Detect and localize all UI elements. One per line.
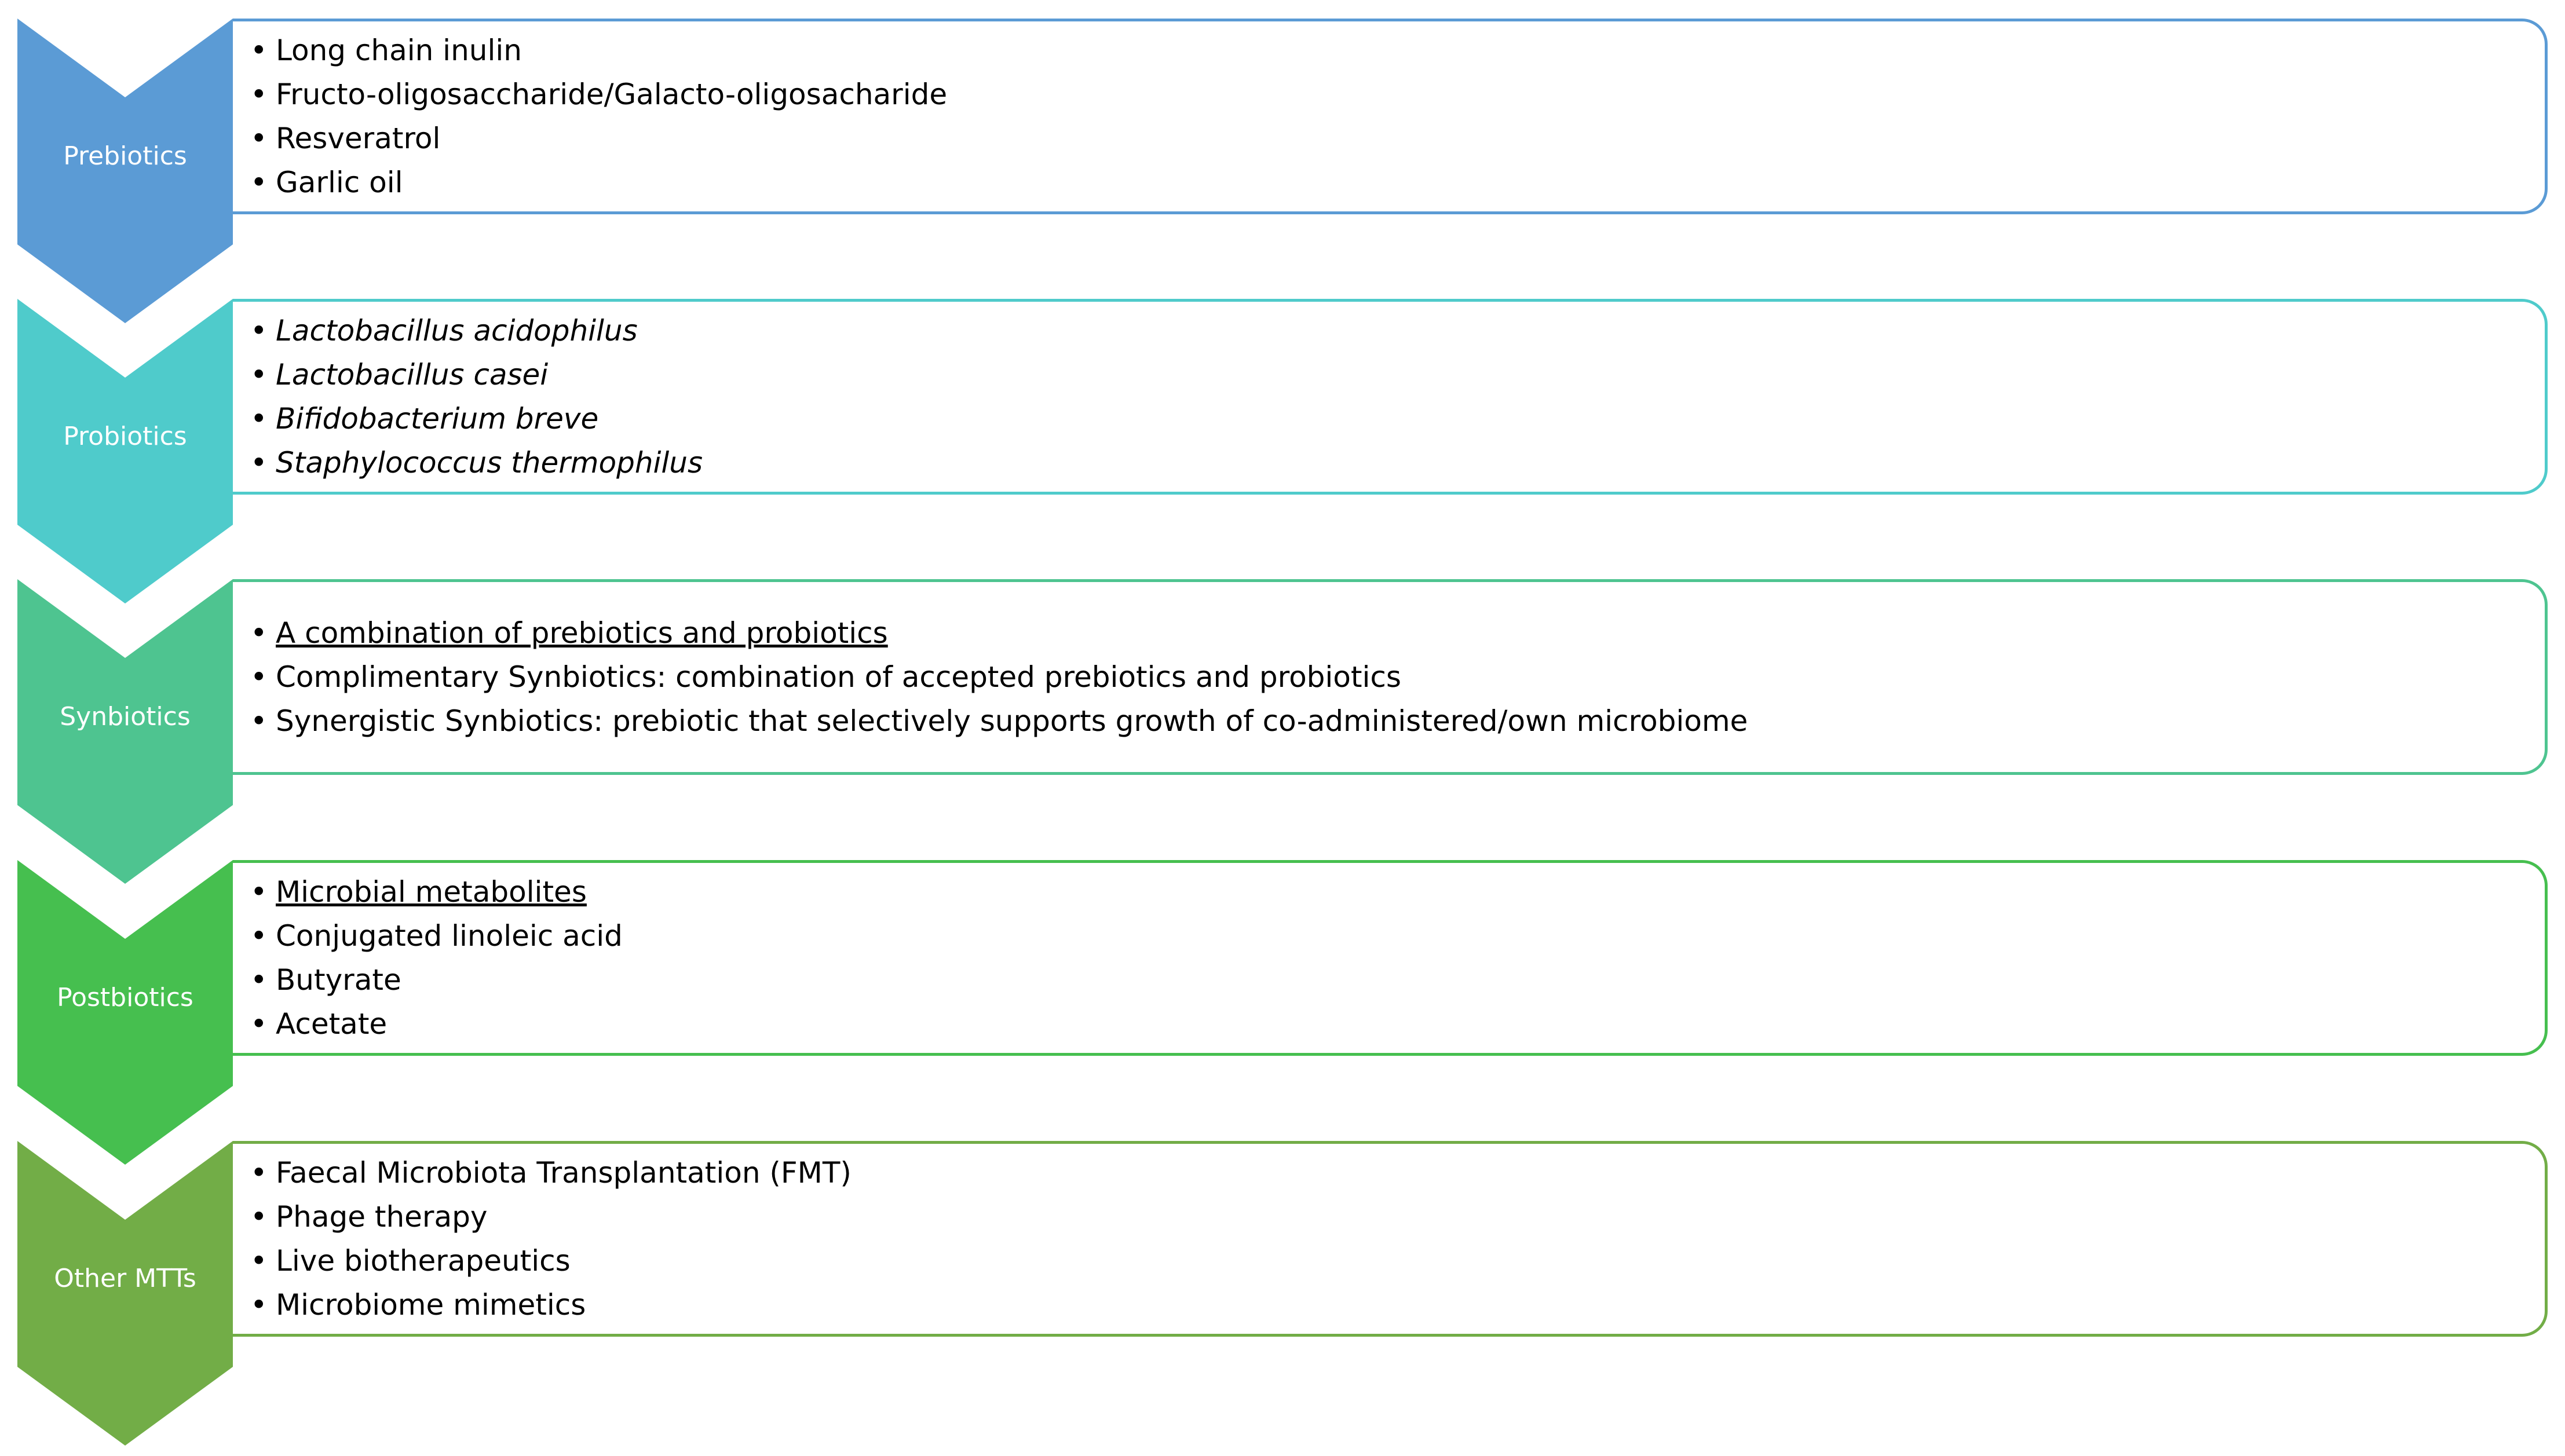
stage-content-box: [233, 579, 2548, 775]
stage-content-box: [233, 19, 2548, 214]
stage-row-1: [0, 19, 2565, 323]
list-item-text: A combination of prebiotics and probiotics: [276, 616, 888, 650]
bullet-icon: •: [250, 963, 268, 997]
bullet-icon: •: [250, 875, 268, 909]
stage-chevron: [17, 579, 233, 884]
stage-row-2: [0, 299, 2565, 603]
list-item: [250, 655, 2510, 699]
stage-row-3: [0, 579, 2565, 884]
stage-item-list: [250, 582, 2510, 772]
list-item: [250, 116, 2510, 160]
list-item: [250, 1002, 2510, 1046]
list-item: [250, 72, 2510, 116]
list-item-text: Long chain inulin: [276, 34, 522, 67]
bullet-icon: •: [250, 1156, 268, 1190]
list-item-text: Microbial metabolites: [276, 875, 587, 909]
bullet-icon: •: [250, 616, 268, 650]
list-item-text: Microbiome mimetics: [276, 1288, 586, 1322]
bullet-icon: •: [250, 402, 268, 436]
list-item: [250, 699, 2510, 743]
stage-chevron: [17, 19, 233, 323]
stage-item-list: [250, 1144, 2510, 1334]
stage-chevron: [17, 1141, 233, 1446]
list-item: [250, 397, 2510, 441]
list-item-text: Bifidobacterium breve: [276, 402, 599, 436]
bullet-icon: •: [250, 1200, 268, 1234]
bullet-icon: •: [250, 78, 268, 111]
list-item-text: Faecal Microbiota Transplantation (FMT): [276, 1156, 852, 1190]
bullet-icon: •: [250, 704, 268, 738]
stage-row-4: [0, 860, 2565, 1165]
stage-row-5: [0, 1141, 2565, 1446]
list-item: [250, 1195, 2510, 1239]
bullet-icon: •: [250, 122, 268, 155]
stage-item-list: [250, 863, 2510, 1053]
list-item: [250, 958, 2510, 1002]
list-item-text: Lactobacillus casei: [276, 358, 549, 392]
list-item-text: Fructo-oligosaccharide/Galacto-oligosacharide: [276, 78, 948, 111]
list-item: [250, 309, 2510, 353]
bullet-icon: •: [250, 660, 268, 694]
list-item: [250, 28, 2510, 72]
stage-label: Probiotics: [63, 422, 187, 451]
list-item-text: Live biotherapeutics: [276, 1244, 571, 1278]
stage-label: Other MTTs: [54, 1264, 196, 1293]
bullet-icon: •: [250, 358, 268, 392]
bullet-icon: •: [250, 1288, 268, 1322]
stage-label: Postbiotics: [57, 983, 193, 1012]
list-item-text: Staphylococcus thermophilus: [276, 446, 703, 480]
stage-chevron: [17, 860, 233, 1165]
bullet-icon: •: [250, 314, 268, 347]
list-item-text: Phage therapy: [276, 1200, 488, 1234]
list-item: [250, 914, 2510, 958]
bullet-icon: •: [250, 1007, 268, 1041]
list-item: [250, 1283, 2510, 1327]
list-item: [250, 870, 2510, 914]
bullet-icon: •: [250, 1244, 268, 1278]
list-item-text: Butyrate: [276, 963, 401, 997]
bullet-icon: •: [250, 919, 268, 953]
stage-label: Prebiotics: [63, 141, 187, 171]
list-item: [250, 160, 2510, 204]
list-item-text: Conjugated linoleic acid: [276, 919, 623, 953]
list-item: [250, 353, 2510, 397]
list-item-text: Acetate: [276, 1007, 388, 1041]
list-item: [250, 1151, 2510, 1195]
list-item-text: Synergistic Synbiotics: prebiotic that selectively supports growth of co-administered/own microbiome: [276, 704, 1748, 738]
list-item: [250, 1239, 2510, 1283]
bullet-icon: •: [250, 446, 268, 480]
stage-label: Synbiotics: [60, 702, 191, 731]
stage-item-list: [250, 21, 2510, 211]
bullet-icon: •: [250, 34, 268, 67]
stage-item-list: [250, 302, 2510, 492]
stage-content-box: [233, 860, 2548, 1056]
stage-chevron: [17, 299, 233, 603]
list-item-text: Garlic oil: [276, 166, 403, 199]
list-item-text: Resveratrol: [276, 122, 441, 155]
list-item: [250, 441, 2510, 485]
stage-content-box: [233, 1141, 2548, 1337]
list-item-text: Complimentary Synbiotics: combination of accepted prebiotics and probiotics: [276, 660, 1401, 694]
list-item: [250, 611, 2510, 655]
bullet-icon: •: [250, 166, 268, 199]
stage-content-box: [233, 299, 2548, 495]
list-item-text: Lactobacillus acidophilus: [276, 314, 638, 347]
